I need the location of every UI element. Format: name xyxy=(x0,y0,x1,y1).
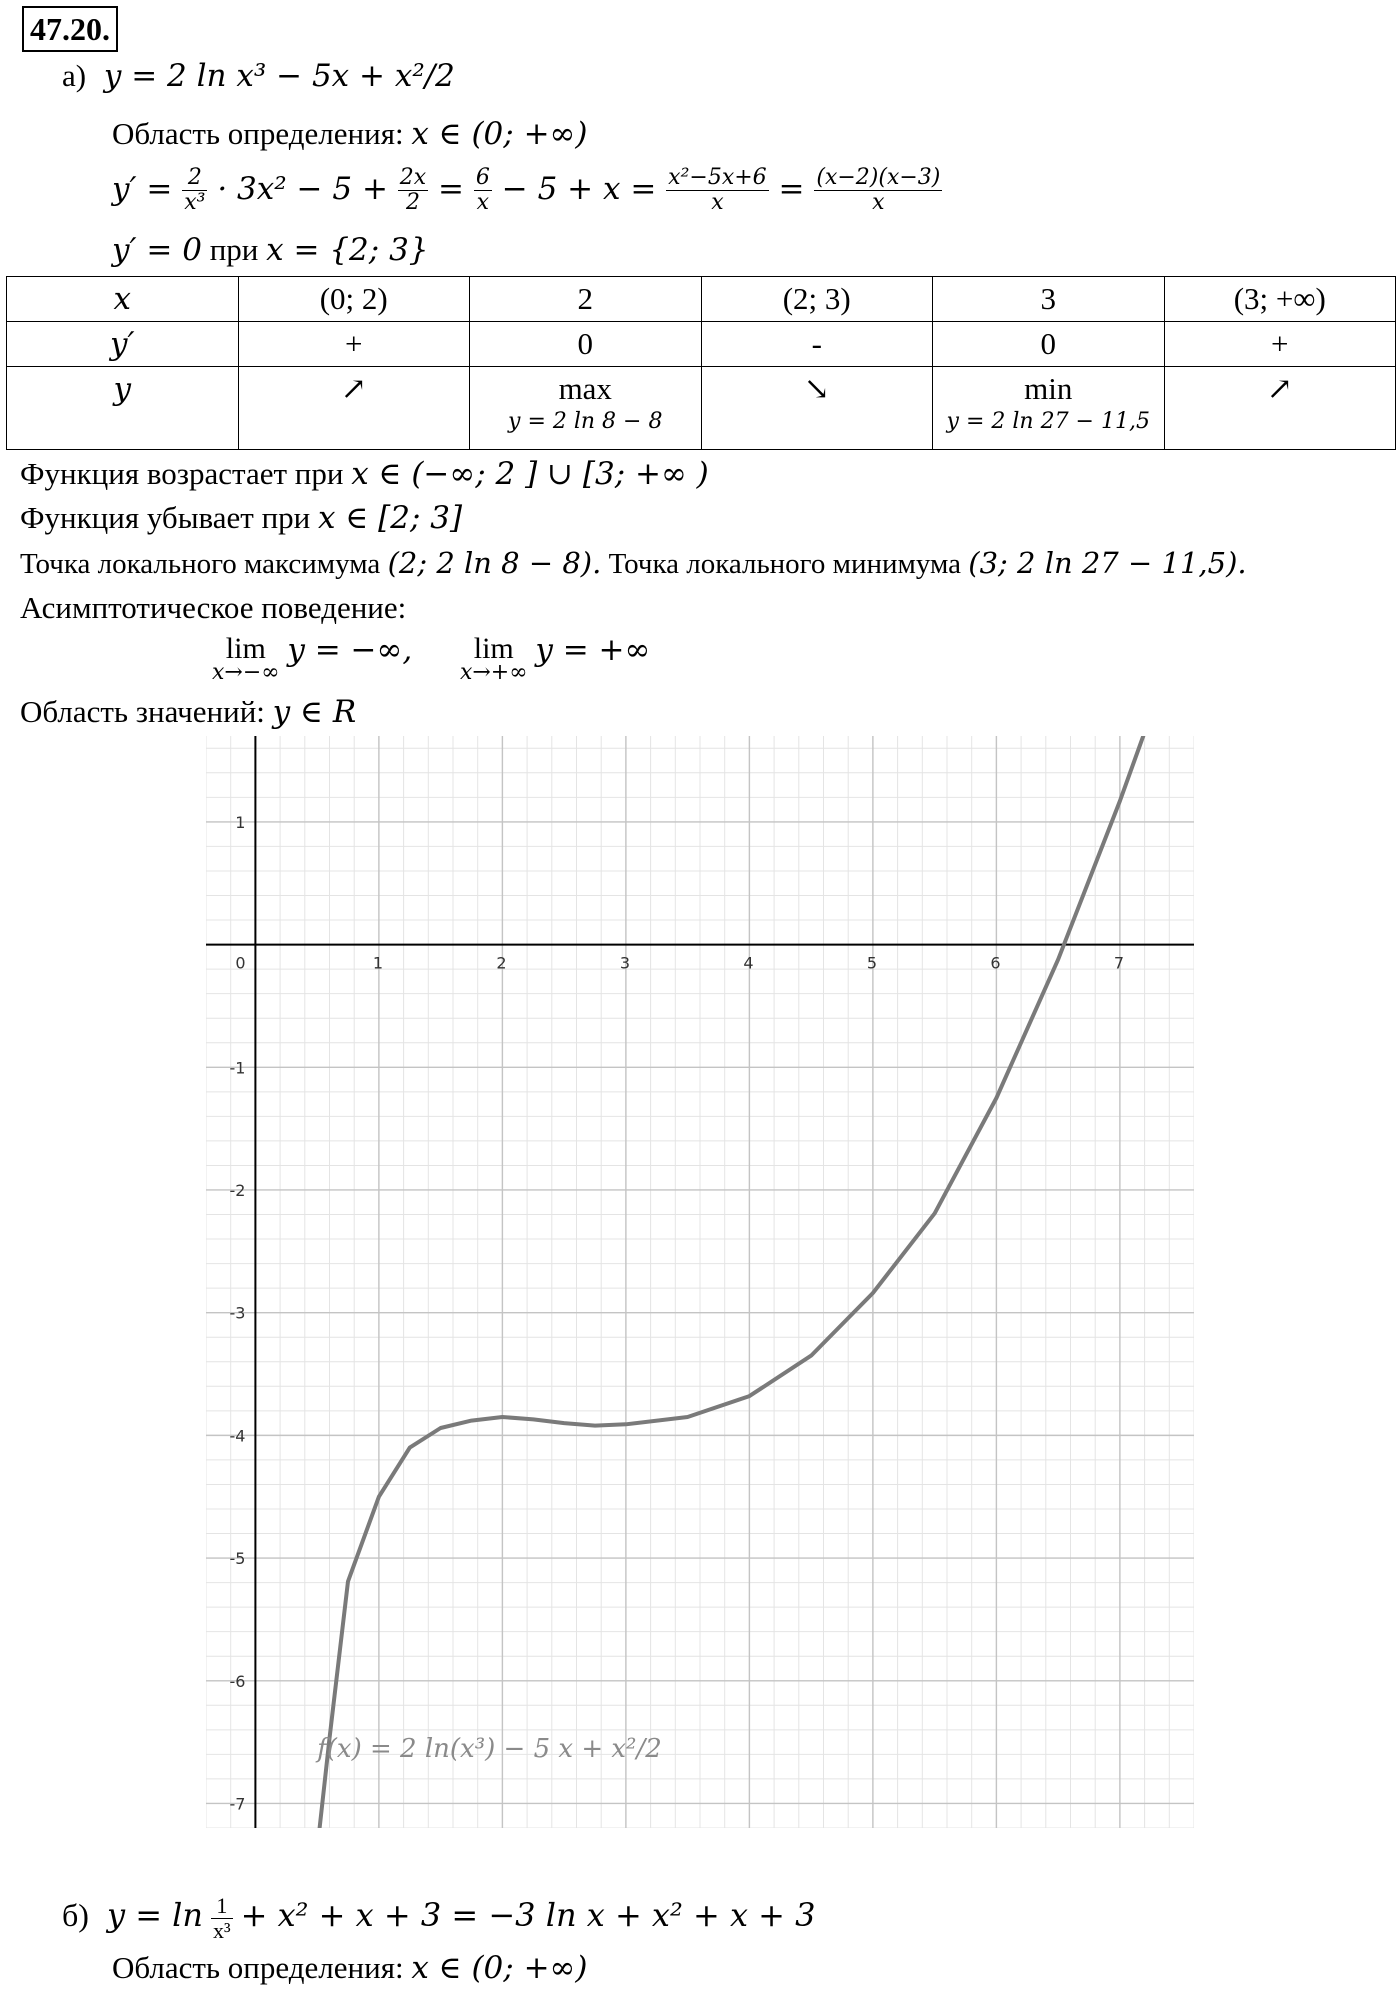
zeros-line xyxy=(112,232,429,268)
increasing-value: x ∈ (−∞; 2 ] ∪ [3; +∞ ) xyxy=(351,456,709,492)
limits-line xyxy=(212,632,650,685)
extrema-max-point: (2; 2 ln 8 − 8). xyxy=(387,546,602,580)
table-cell: ↗ xyxy=(1164,367,1396,450)
table-cell: + xyxy=(1164,322,1396,367)
range-value: y ∈ R xyxy=(272,694,357,730)
derivative-part3: − 5 + x = xyxy=(501,171,657,207)
limit-plus-value: y = +∞ xyxy=(535,632,651,668)
table-cell-max xyxy=(470,367,702,450)
frac-1-over-x3: $\frac{1}{\text{x³}}$ xyxy=(213,1893,231,1943)
frac-6-over-x: $\frac{6}{x}$ xyxy=(475,165,490,215)
part-a-function: y = 2 ln x³ − 5x + x²/2 xyxy=(103,58,455,94)
decreasing-value: x ∈ [2; 3] xyxy=(318,500,463,536)
function-graph xyxy=(206,736,1194,1828)
table-cell: 0 xyxy=(933,322,1165,367)
function-label: f(x) = 2 ln(x³) − 5 x + x²/2 xyxy=(317,1733,662,1764)
table-row-derivative xyxy=(7,322,1396,367)
extrema-min-text: Точка локального минимума xyxy=(608,548,962,580)
table-cell: (2; 3) xyxy=(701,277,933,322)
zeros-rhs: x = {2; 3} xyxy=(266,232,429,268)
y-tick-label: -2 xyxy=(229,1180,246,1200)
y-tick-label: -3 xyxy=(229,1303,246,1323)
zeros-word: при xyxy=(209,232,259,267)
y-tick-label: -4 xyxy=(229,1426,246,1446)
part-b-function-lhs: y = ln xyxy=(106,1895,204,1934)
derivative-line xyxy=(112,166,942,215)
decreasing-line xyxy=(20,500,462,536)
y-tick-label: -1 xyxy=(229,1058,246,1078)
min-value: y = 2 ln 27 − 11,5 xyxy=(946,409,1150,434)
table-cell-min xyxy=(933,367,1165,450)
part-b-label: б) xyxy=(62,1896,89,1933)
part-b-heading xyxy=(62,1894,816,1943)
table-cell: y xyxy=(7,367,239,450)
frac-factored-over-x: $\frac{(x-2)(x-3)}{x}$ xyxy=(816,165,941,215)
min-label: min xyxy=(1024,371,1073,406)
table-cell: ↘ xyxy=(701,367,933,450)
table-cell: y′ xyxy=(7,322,239,367)
y-tick-label: 1 xyxy=(235,812,246,832)
table-cell: 0 xyxy=(470,322,702,367)
sign-table xyxy=(6,276,1396,450)
x-tick-label: 6 xyxy=(990,953,1001,973)
x-tick-label: 0 xyxy=(235,953,246,973)
table-row-function xyxy=(7,367,1396,450)
table-cell: ↗ xyxy=(238,367,470,450)
limit-minus-value: y = −∞, xyxy=(287,632,413,668)
part-b-domain-value: x ∈ (0; +∞) xyxy=(411,1950,588,1986)
x-tick-label: 2 xyxy=(496,953,507,973)
part-a-heading xyxy=(62,58,455,94)
extrema-max-text: Точка локального максимума xyxy=(20,548,381,580)
frac-quadratic-over-x: $\frac{\text{x²−5x+6}}{x}$ xyxy=(668,165,767,215)
x-tick-label: 7 xyxy=(1113,953,1125,973)
y-tick-label: -5 xyxy=(229,1549,246,1569)
part-b-domain-label: Область определения: xyxy=(112,1950,404,1985)
y-tick-label: -7 xyxy=(229,1794,246,1814)
table-cell: x xyxy=(7,277,239,322)
domain-value: x ∈ (0; +∞) xyxy=(411,116,588,152)
derivative-eq2: = xyxy=(778,171,805,207)
table-cell: (0; 2) xyxy=(238,277,470,322)
table-cell: 3 xyxy=(933,277,1165,322)
range-line xyxy=(20,694,356,730)
derivative-lhs: y′ = xyxy=(112,171,173,207)
table-cell: - xyxy=(701,322,933,367)
domain-line xyxy=(112,116,587,152)
table-cell: + xyxy=(238,322,470,367)
extrema-line xyxy=(20,546,1247,581)
limit-plus-infinity: lim x→+∞ xyxy=(459,632,528,685)
x-tick-label: 4 xyxy=(743,953,754,973)
table-cell: 2 xyxy=(470,277,702,322)
y-tick-label: -6 xyxy=(229,1671,246,1691)
frac-2-over-x3: $\frac{2}{\text{x³}}$ xyxy=(184,165,206,215)
increasing-line xyxy=(20,456,709,492)
range-label: Область значений: xyxy=(20,694,265,729)
part-b-domain-line xyxy=(112,1950,587,1986)
decreasing-text: Функция убывает при xyxy=(20,500,311,535)
asymptotic-label: Асимптотическое поведение: xyxy=(20,590,407,625)
extrema-min-point: (3; 2 ln 27 − 11,5). xyxy=(968,546,1247,580)
frac-2x-over-2: $\frac{2x}{2}$ xyxy=(399,165,427,215)
x-tick-label: 5 xyxy=(866,953,878,973)
max-value: y = 2 ln 8 − 8 xyxy=(508,409,663,434)
derivative-eq1: = xyxy=(438,171,465,207)
zeros-lhs: y′ = 0 xyxy=(112,232,202,268)
increasing-text: Функция возрастает при xyxy=(20,456,344,491)
derivative-part1: · 3x² − 5 + xyxy=(217,171,388,207)
table-row-x xyxy=(7,277,1396,322)
max-label: max xyxy=(558,371,612,406)
limit-minus-infinity: lim x→−∞ xyxy=(212,632,280,685)
table-cell: (3; +∞) xyxy=(1164,277,1396,322)
x-tick-label: 3 xyxy=(619,953,631,973)
domain-label: Область определения: xyxy=(112,116,404,151)
part-b-function-rhs: + x² + x + 3 = −3 ln x + x² + x + 3 xyxy=(240,1895,816,1934)
problem-number: 47.20. xyxy=(22,6,118,52)
x-tick-label: 1 xyxy=(372,953,384,973)
part-a-label: а) xyxy=(62,58,87,93)
